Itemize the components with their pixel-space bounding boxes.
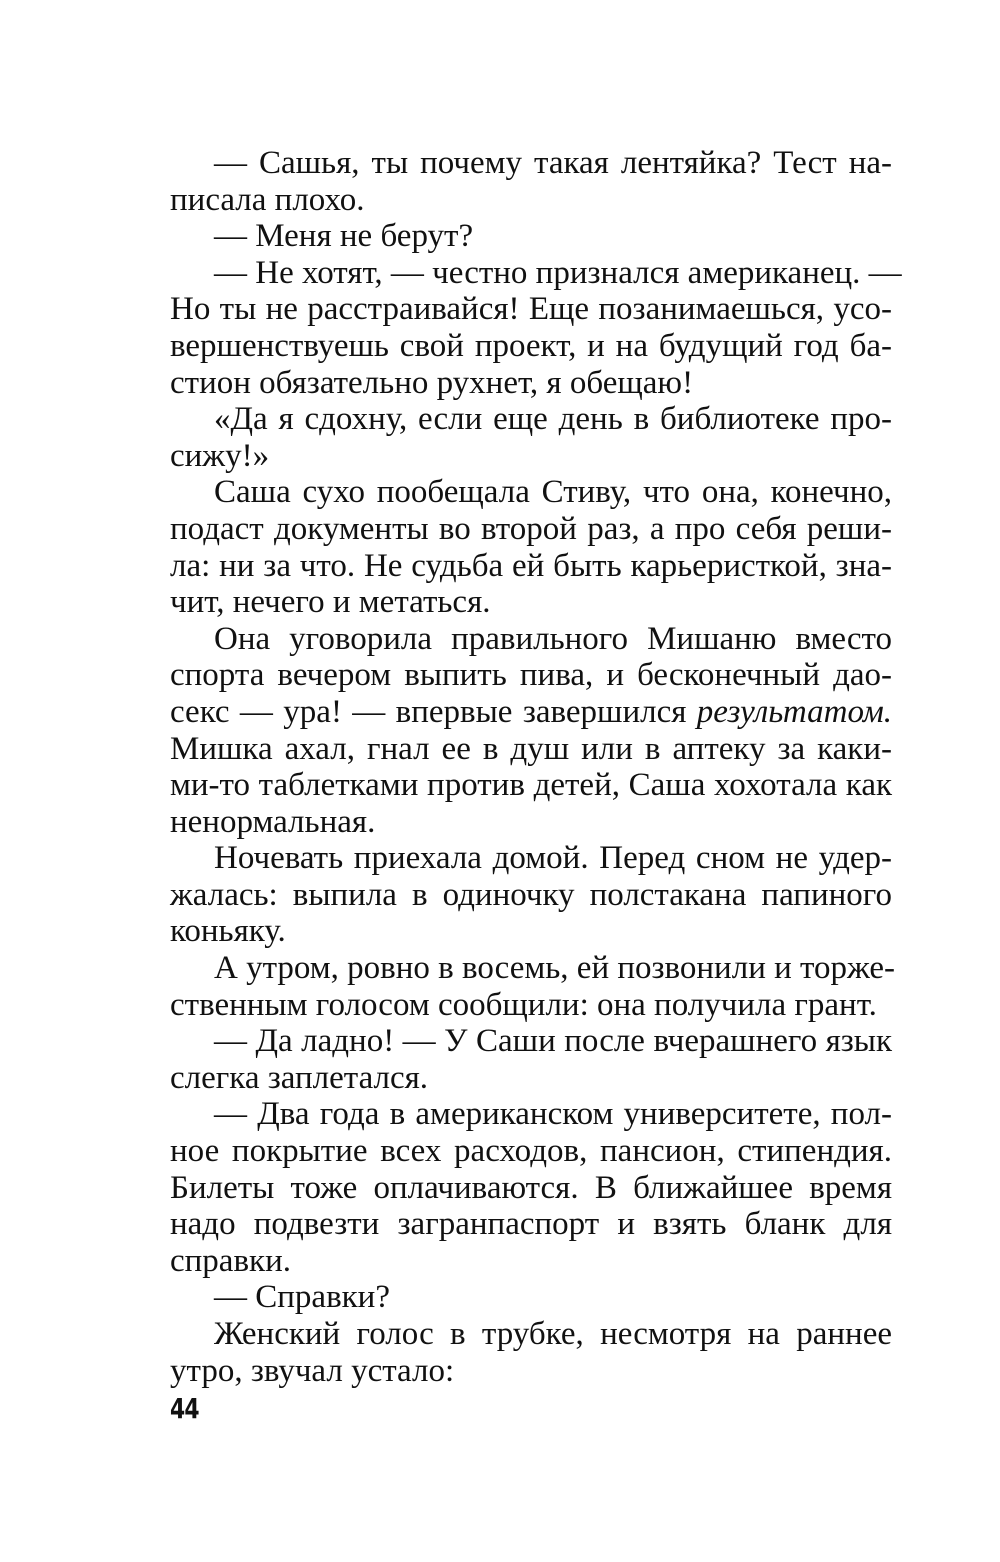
text-line-19: ненормальная. <box>170 803 376 840</box>
text-line-10: Саша сухо пообещала Стиву, что она, конечно, <box>214 474 892 511</box>
body-text <box>170 145 902 1389</box>
text-line-7: стион обязательно рухнет, я обещаю! <box>170 364 694 401</box>
text-line-6: вершенствуешь свой проект, и на будущий год ба- <box>170 327 892 364</box>
text-line-18: ми-то таблетками против детей, Саша хохотала как <box>170 767 892 804</box>
text-line-11: подаст документы во второй раз, а про себя реши- <box>170 510 892 547</box>
text-line-20: Ночевать приехала домой. Перед сном не удер- <box>214 840 892 877</box>
text-line-5: Но ты не расстраивайся! Еще позанимаешься, усо- <box>170 291 892 328</box>
text-line-17: Мишка ахал, гнал ее в душ или в аптеку за каки- <box>170 730 892 767</box>
text-line-24: ственным голосом сообщили: она получила грант. <box>170 986 877 1023</box>
text-line-33: Женский голос в трубке, несмотря на раннее <box>214 1316 892 1352</box>
text-line-23: А утром, ровно в восемь, ей позвонили и торже- <box>214 950 895 987</box>
text-line-12: ла: ни за что. Не судьба ей быть карьеристкой, зна- <box>170 547 892 584</box>
text-line-2: писала плохо. <box>170 181 365 218</box>
text-line-32: — Справки? <box>214 1279 390 1316</box>
text-line-22: коньяку. <box>170 913 286 950</box>
text-line-13: чит, нечего и метаться. <box>170 584 491 621</box>
text-line-1: — Сашья, ты почему такая лентяйка? Тест на- <box>214 145 892 181</box>
page-number: 44 <box>170 1392 199 1425</box>
text-line-15: спорта вечером выпить пива, и бесконечный дао- <box>170 657 892 694</box>
text-line-30: надо подвезти загранпаспорт и взять бланк для <box>170 1206 892 1243</box>
text-line-26: слегка заплетался. <box>170 1059 429 1096</box>
text-line-29: Билеты тоже оплачиваются. В ближайшее время <box>170 1169 892 1206</box>
italic-word: результатом. <box>696 693 893 730</box>
text-line-9: сижу!» <box>170 437 270 474</box>
text-line-16-main: секс — ура! — впервые завершился <box>170 693 687 730</box>
text-line-4: — Не хотят, — честно признался американец. — <box>214 254 902 291</box>
text-line-21: жалась: выпила в одиночку полстакана папиного <box>170 876 892 913</box>
text-line-28: ное покрытие всех расходов, пансион, стипендия. <box>170 1133 892 1170</box>
text-line-31: справки. <box>170 1242 291 1279</box>
text-line-34: утро, звучал устало: <box>170 1352 455 1389</box>
text-line-14: Она уговорила правильного Мишаню вместо <box>214 620 892 657</box>
text-line-3: — Меня не берут? <box>214 218 474 255</box>
text-line-16 <box>170 694 892 731</box>
text-line-27: — Два года в американском университете, пол- <box>214 1096 892 1133</box>
text-line-25: — Да ладно! — У Саши после вчерашнего язык <box>214 1023 892 1060</box>
text-line-8: «Да я сдохну, если еще день в библиотеке про- <box>214 401 892 438</box>
